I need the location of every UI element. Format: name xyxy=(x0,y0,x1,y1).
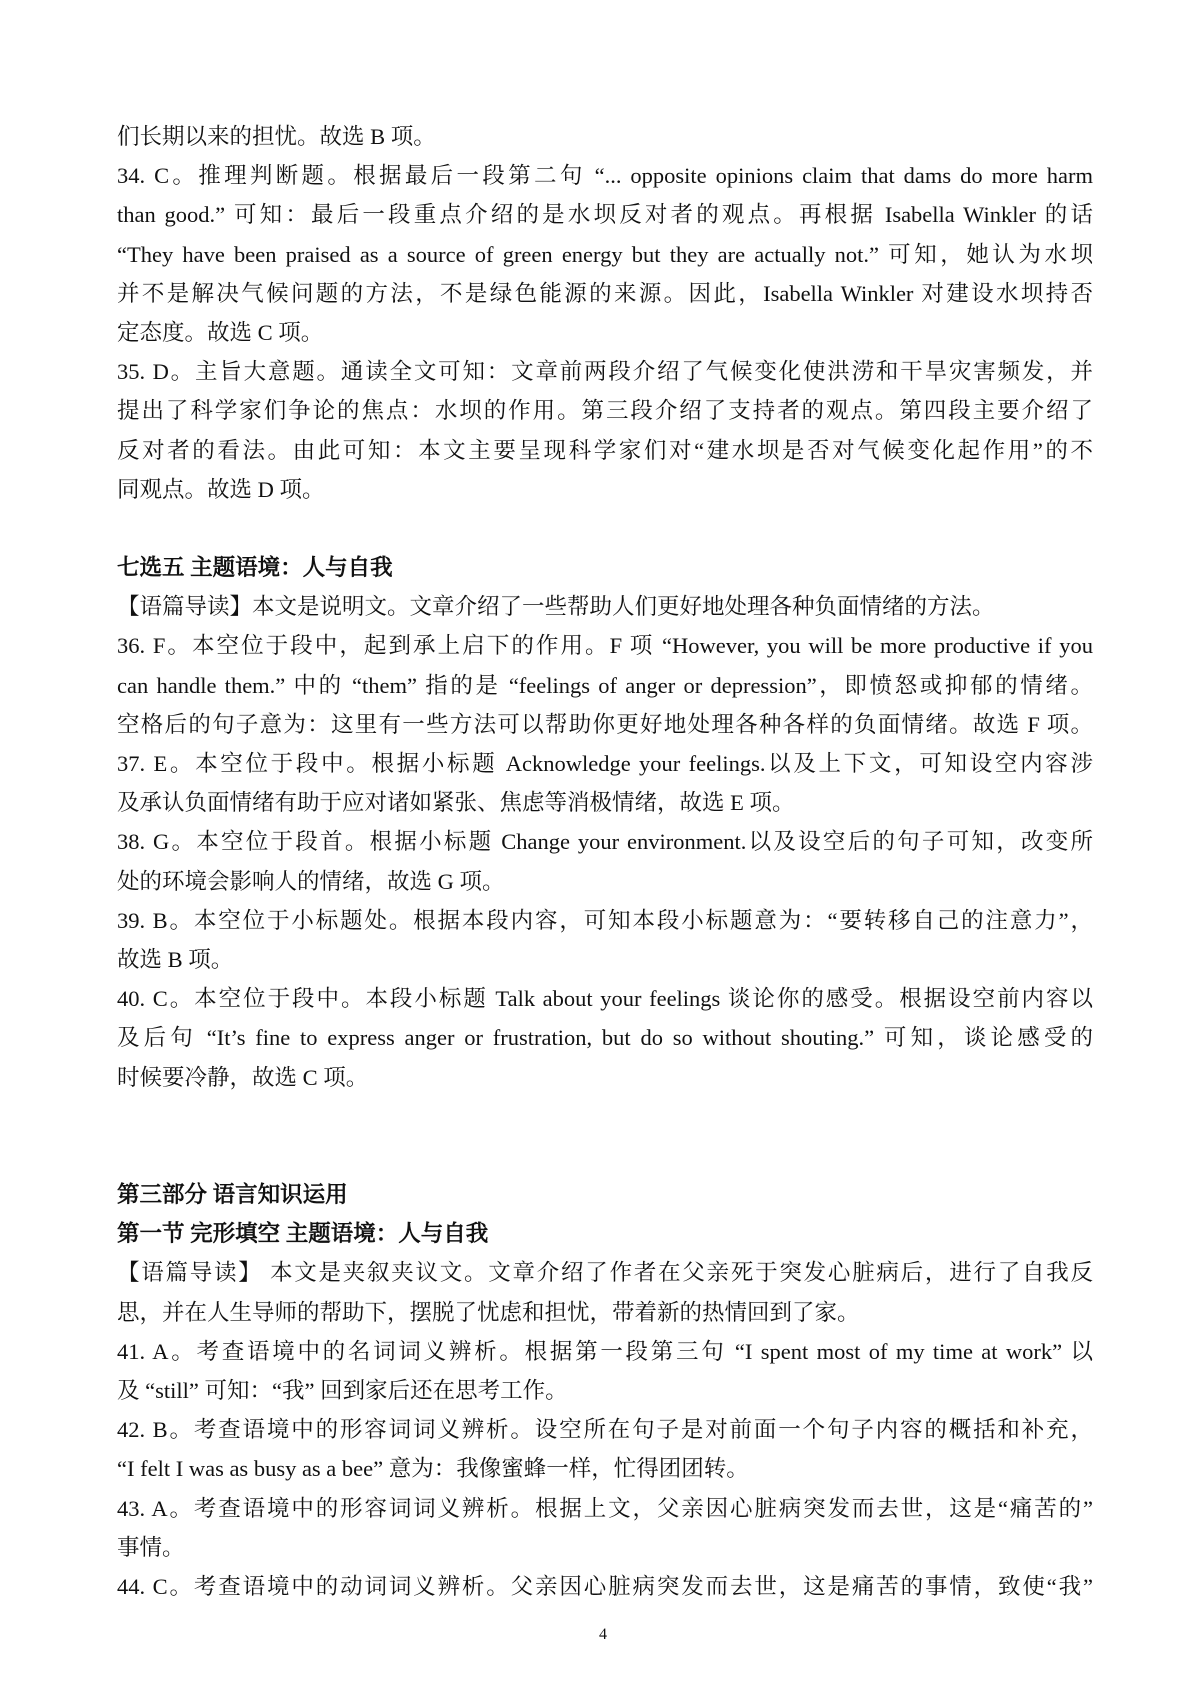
text-line: 们长期以来的担忧。故选 B 项。 xyxy=(117,124,436,149)
blank-space xyxy=(117,509,1093,548)
text-line: 时候要冷静，故选 C 项。 xyxy=(117,1064,369,1090)
text-line: 同观点。故选 D 项。 xyxy=(117,476,325,502)
text-line: 并不是解决气候问题的方法，不是绿色能源的来源。因此，Isabella Winkler 对建设水坝持否 xyxy=(117,280,1093,306)
text-line: 空格后的句子意为：这里有一些方法可以帮助你更好地处理各种各样的负面情绪。故选 F 项。 xyxy=(117,711,1093,737)
page-number: 4 xyxy=(599,1626,607,1643)
blank-space xyxy=(117,1097,1093,1175)
text-line: 38. G。本空位于段首。根据小标题 Change your environment.以及设空后的句子可知，改变所 xyxy=(117,829,1093,855)
q41-paragraph xyxy=(117,1332,1093,1410)
text-line: 第三部分 语言知识运用 xyxy=(117,1182,348,1208)
part3-heading-paragraph xyxy=(117,1175,1093,1214)
q43-paragraph xyxy=(117,1489,1093,1567)
text-line: 35. D。主旨大意题。通读全文可知：文章前两段介绍了气候变化使洪涝和干旱灾害频发，并 xyxy=(117,359,1093,385)
seven-five-intro-paragraph xyxy=(117,587,1093,626)
text-line: 【语篇导读】本文是说明文。文章介绍了一些帮助人们更好地处理各种负面情绪的方法。 xyxy=(117,594,995,620)
text-line: 及后句 “It’s fine to express anger or frustration, but do so without shouting.” 可知，谈论感受的 xyxy=(117,1025,1093,1051)
q36-paragraph xyxy=(117,626,1093,744)
text-line: than good.” 可知：最后一段重点介绍的是水坝反对者的观点。再根据 Isabella Winkler 的话 xyxy=(117,202,1093,228)
text-line: 36. F。本空位于段中，起到承上启下的作用。F 项 “However, you will be more productive if you xyxy=(117,633,1093,659)
text-line: 37. E。本空位于段中。根据小标题 Acknowledge your feelings.以及上下文，可知设空内容涉 xyxy=(117,751,1093,776)
text-line: 故选 B 项。 xyxy=(117,946,234,972)
text-line: 第一节 完形填空 主题语境：人与自我 xyxy=(117,1221,489,1247)
text-line: 处的环境会影响人的情绪，故选 G 项。 xyxy=(117,868,505,894)
q37-paragraph xyxy=(117,744,1093,822)
seven-five-heading-paragraph xyxy=(117,548,1093,587)
text-line: 40. C。本空位于段中。本段小标题 Talk about your feelings 谈论你的感受。根据设空前内容以 xyxy=(117,986,1093,1012)
q35-paragraph xyxy=(117,352,1093,509)
text-line: 提出了科学家们争论的焦点：水坝的作用。第三段介绍了支持者的观点。第四段主要介绍了 xyxy=(117,398,1093,424)
q38-paragraph xyxy=(117,822,1093,900)
text-line: 七选五 主题语境：人与自我 xyxy=(117,555,393,581)
q44-paragraph xyxy=(117,1567,1093,1606)
text-line: 及 “still” 可知：“我” 回到家后还在思考工作。 xyxy=(117,1378,568,1403)
q34-paragraph xyxy=(117,156,1093,352)
text-line: “I felt I was as busy as a bee” 意为：我像蜜蜂一样，忙得团团转。 xyxy=(117,1456,749,1482)
text-line: 及承认负面情绪有助于应对诸如紧张、焦虑等消极情绪，故选 E 项。 xyxy=(117,790,795,816)
document-body xyxy=(117,117,1093,1606)
text-line: 事情。 xyxy=(117,1534,185,1560)
q39-paragraph xyxy=(117,901,1093,979)
text-line: 定态度。故选 C 项。 xyxy=(117,319,324,345)
text-line: can handle them.” 中的 “them” 指的是 “feelings of anger or depression”，即愤怒或抑郁的情绪。 xyxy=(117,672,1093,698)
q40-paragraph xyxy=(117,979,1093,1097)
q33-tail-paragraph xyxy=(117,117,1093,156)
text-line: 43. A。考查语境中的形容词词义辨析。根据上文，父亲因心脏病突发而去世，这是“痛苦的” xyxy=(117,1495,1093,1521)
text-line: 42. B。考查语境中的形容词词义辨析。设空所在句子是对前面一个句子内容的概括和补充， xyxy=(117,1417,1093,1443)
text-line: 【语篇导读】 本文是夹叙夹议文。文章介绍了作者在父亲死于突发心脏病后，进行了自我反 xyxy=(117,1260,1093,1286)
text-line: 41. A。考查语境中的名词词义辨析。根据第一段第三句 “I spent most of my time at work” 以 xyxy=(117,1338,1093,1364)
text-line: “They have been praised as a source of green energy but they are actually not.” 可知，她认为水坝 xyxy=(117,241,1093,267)
text-line: 34. C。推理判断题。根据最后一段第二句 “... opposite opinions claim that dams do more harm xyxy=(117,163,1093,189)
text-line: 39. B。本空位于小标题处。根据本段内容，可知本段小标题意为：“要转移自己的注意力”， xyxy=(117,907,1093,933)
cloze-intro-paragraph xyxy=(117,1253,1093,1331)
q42-paragraph xyxy=(117,1410,1093,1488)
section1-heading-paragraph xyxy=(117,1214,1093,1253)
text-line: 44. C。考查语境中的动词词义辨析。父亲因心脏病突发而去世，这是痛苦的事情，致使“我” xyxy=(117,1573,1093,1599)
text-line: 反对者的看法。由此可知：本文主要呈现科学家们对“建水坝是否对气候变化起作用”的不 xyxy=(117,437,1093,463)
text-line: 思，并在人生导师的帮助下，摆脱了忧虑和担忧，带着新的热情回到了家。 xyxy=(117,1299,860,1325)
